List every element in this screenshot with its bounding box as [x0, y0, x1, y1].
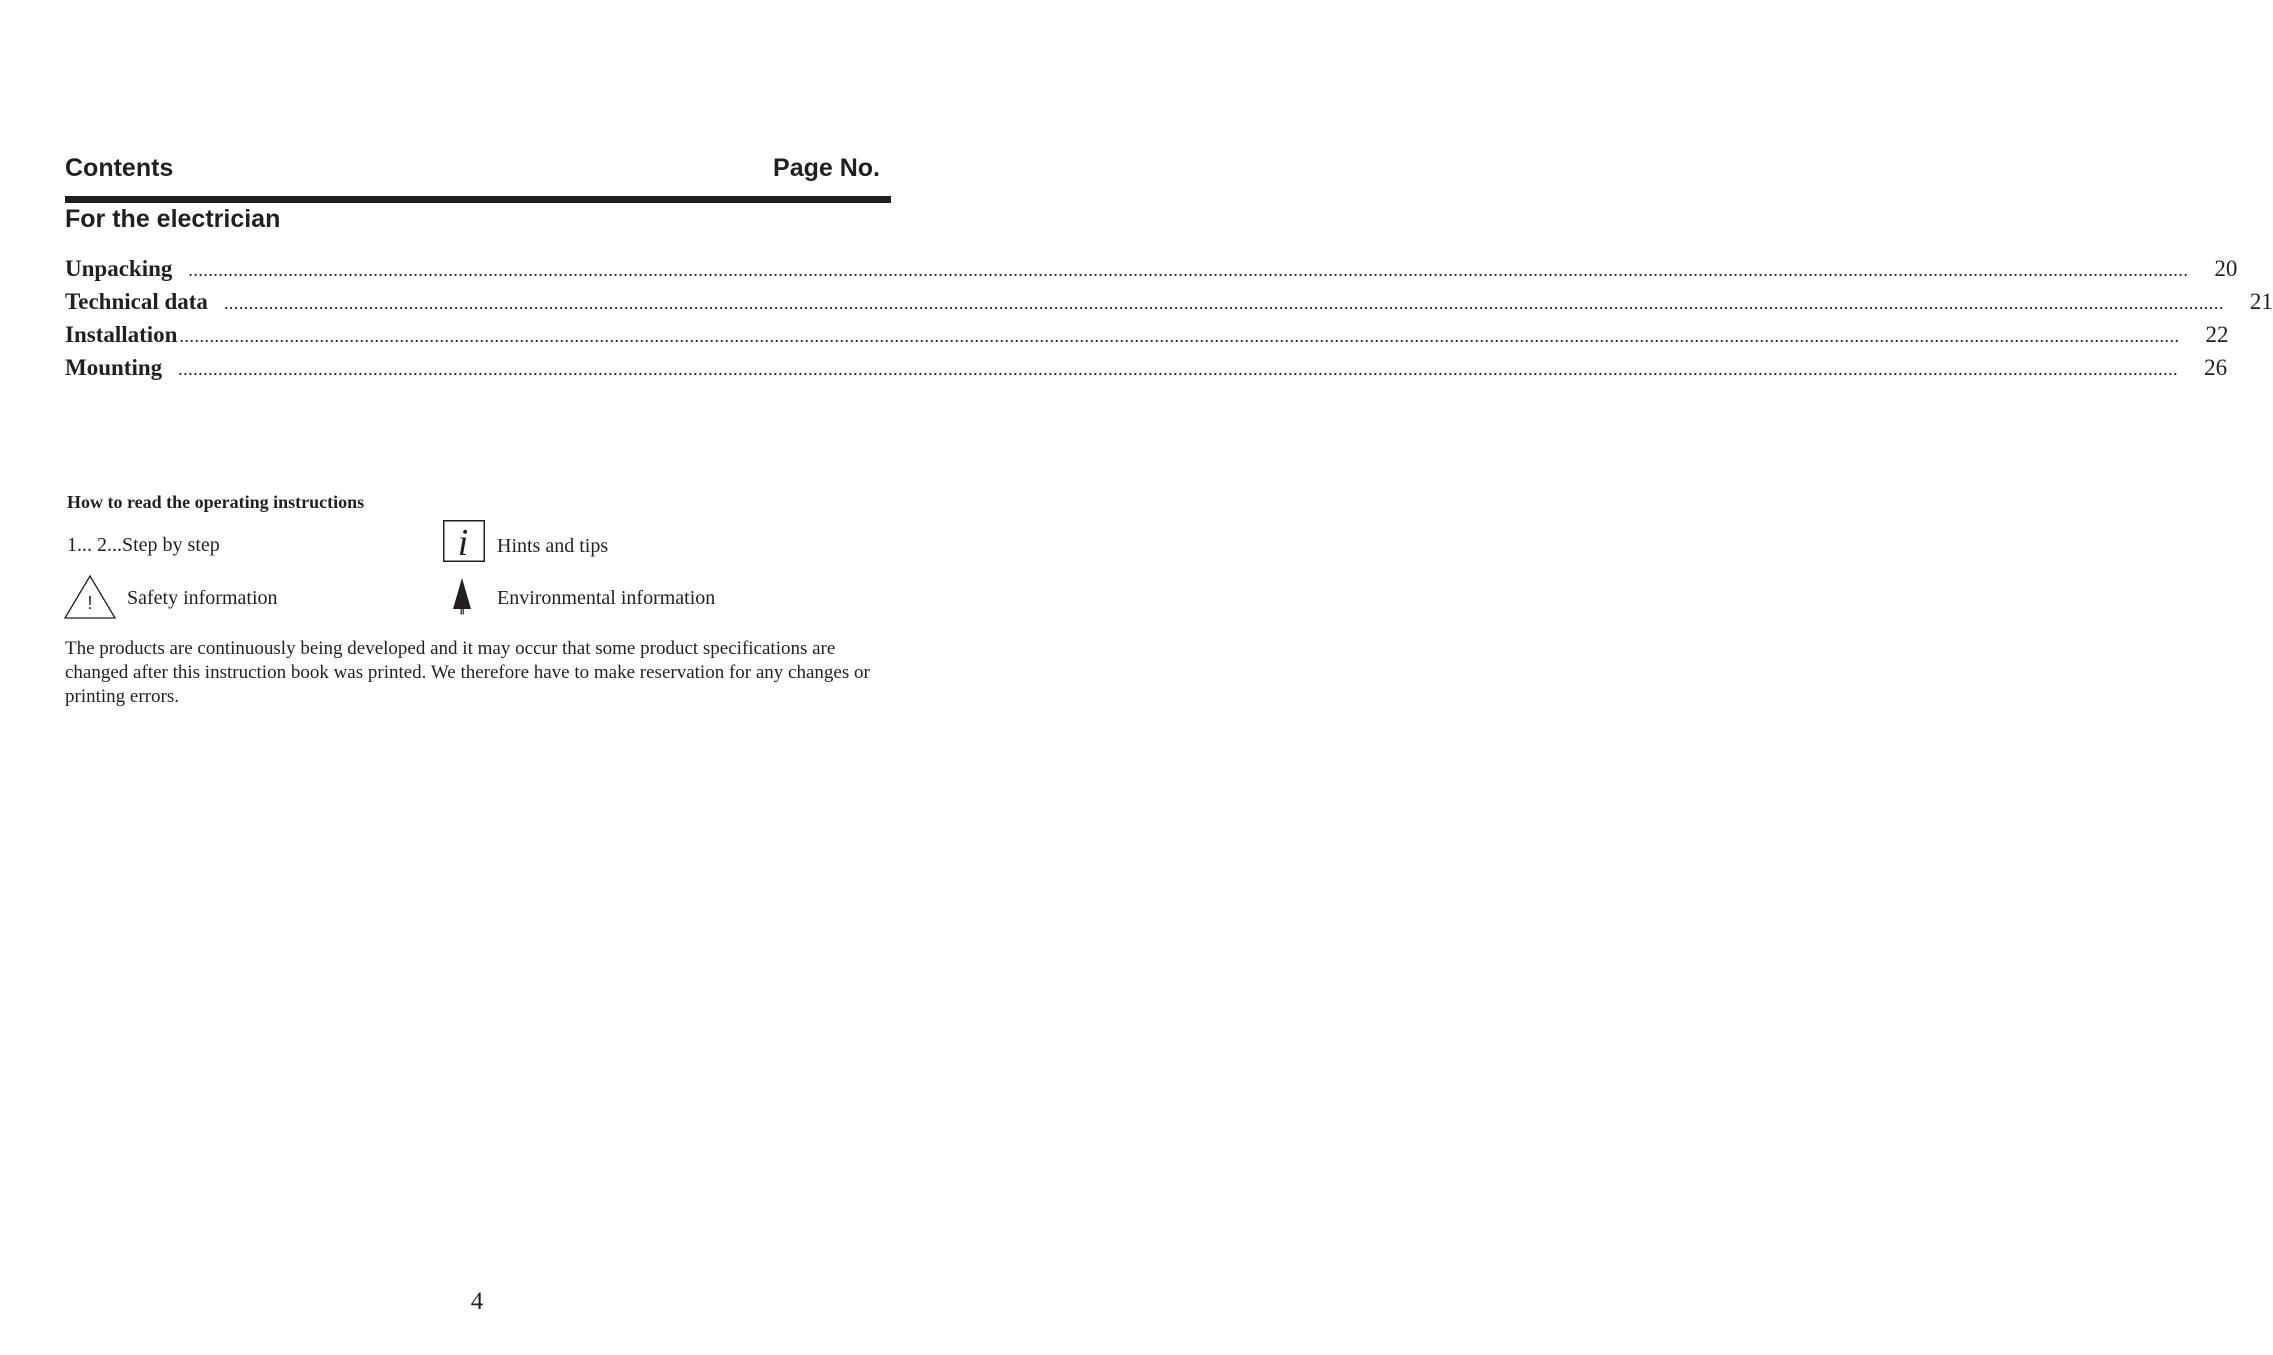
section-title: For the electrician	[65, 205, 281, 233]
legend-heading: How to read the operating instructions	[67, 492, 365, 512]
toc-entry-mounting[interactable]	[65, 355, 2228, 388]
contents-header	[65, 154, 890, 183]
toc-entry-page: 20	[2214, 256, 2238, 281]
legend-hints-tips: Hints and tips	[497, 535, 609, 557]
legend-environment: Environmental information	[497, 587, 716, 609]
toc-entry-unpacking[interactable]	[65, 256, 2238, 289]
legend-step-by-step: 1... 2...Step by step	[67, 534, 220, 556]
toc-entry-title: Mounting	[65, 355, 163, 380]
info-icon-glyph: i	[457, 522, 469, 564]
toc-entry-title: Unpacking	[65, 256, 173, 281]
tree-icon	[452, 577, 472, 615]
contents-label: Contents	[65, 154, 174, 182]
toc-leader-dots: ................................................................................................................................................................................................................................................................................................................................................................................................................	[223, 293, 2224, 313]
legend-safety: Safety information	[127, 587, 278, 609]
disclaimer-note: The products are continuously being developed and it may occur that some product specifications are changed after this instruction book was printed. We therefore have to make reservation for any changes or printing errors.	[65, 638, 870, 707]
info-icon	[443, 520, 485, 562]
toc-leader-dots: ................................................................................................................................................................................................................................................................................................................................................................................................................	[178, 359, 2179, 379]
toc-leader-dots: ................................................................................................................................................................................................................................................................................................................................................................................................................	[188, 260, 2189, 280]
warning-triangle-icon	[64, 575, 116, 619]
toc-entry-technical-data[interactable]	[65, 289, 2273, 322]
toc-entry-page: 21	[2249, 289, 2273, 314]
toc-entry-installation[interactable]	[65, 322, 2229, 355]
toc-entry-title: Installation	[65, 322, 178, 347]
toc-leader-dots: ................................................................................................................................................................................................................................................................................................................................................................................................................	[179, 326, 2180, 346]
page-no-label: Page No.	[773, 154, 880, 182]
table-of-contents	[65, 256, 2273, 388]
page-number: 4	[470, 1288, 484, 1315]
header-rule	[65, 196, 891, 203]
toc-entry-title: Technical data	[65, 289, 208, 314]
toc-entry-page: 22	[2205, 322, 2229, 347]
toc-entry-page: 26	[2204, 355, 2228, 380]
warning-icon-glyph: !	[87, 593, 93, 613]
